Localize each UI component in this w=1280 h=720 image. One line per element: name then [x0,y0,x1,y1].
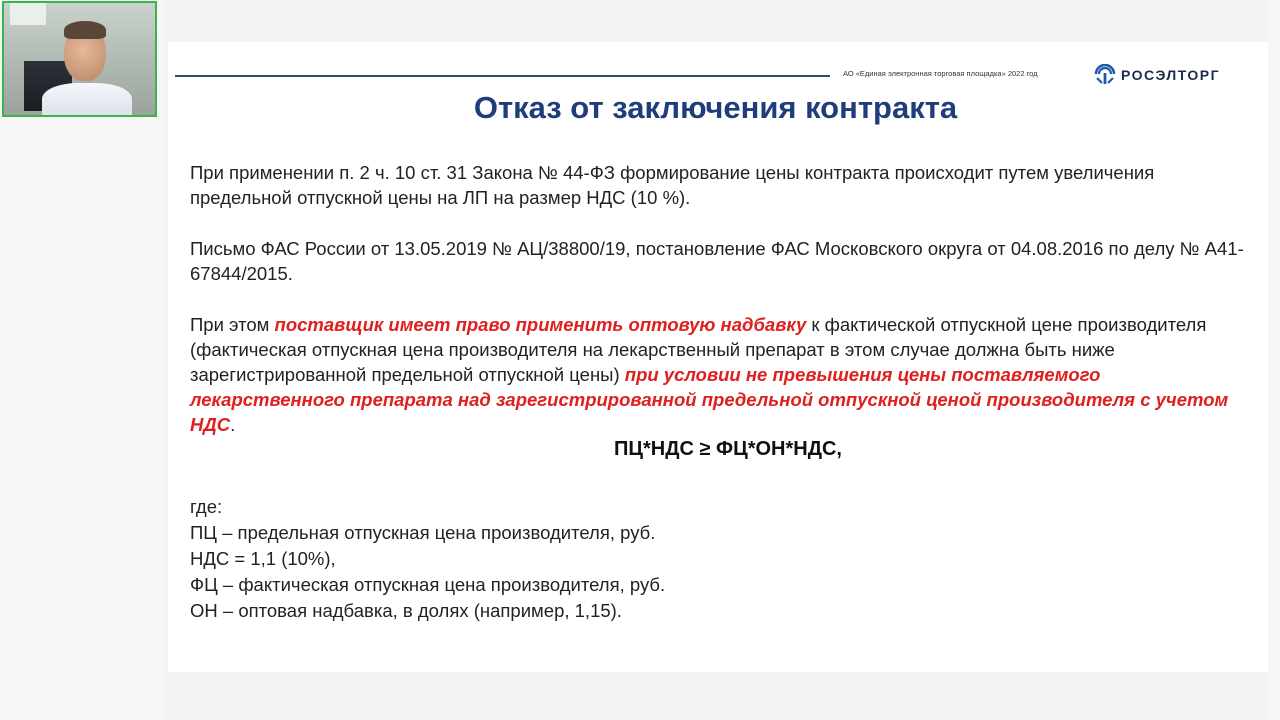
paragraph-text: к фактической отпускной цене производителя (фактическая отпускная цена производителя на лекарственный препарат в этом случае должна быть ниже зарегистрированной предельной отпускной цены) [190,314,1207,385]
presentation-slide [168,42,1268,672]
paragraph-fas-letter: Письмо ФАС России от 13.05.2019 № АЦ/38800/19, постановление ФАС Московского округа от 04.08.2016 по делу № А41-67844/2015. [190,238,1244,284]
organization-line: АО «Единая электронная торговая площадка» 2022 год [843,69,1038,78]
webcam-person-body [42,83,132,117]
webcam-person-hair [64,21,106,39]
webcam-video-tile[interactable] [2,1,157,117]
price-formula: ПЦ*НДС ≥ ФЦ*ОН*НДС, [614,438,842,460]
webcam-background-window [10,3,46,25]
highlight-supplier-right: поставщик имеет право применить оптовую надбавку [274,314,807,335]
definition-item: НДС = 1,1 (10%), [190,548,336,569]
slide-title: Отказ от заключения контракта [473,90,958,125]
definitions-list [190,494,890,624]
roseltorg-logo [1094,64,1220,86]
paragraph-text: . [230,414,236,435]
paragraph-wholesale-markup [190,312,1260,437]
definition-item: где: [190,496,223,517]
header-rule [175,75,830,77]
paragraph-law: При применении п. 2 ч. 10 ст. 31 Закона № 44-ФЗ формирование цены контракта происходит путем увеличения предельной отпускной цены на ЛП на размер НДС (10 %). [190,162,1155,208]
highlight-price-condition: при условии не превышения цены поставляемого лекарственного препарата над зарегистрированной предельной отпускной ценой производителя с учетом НДС [190,364,1229,435]
paragraph-text: При этом [190,314,275,335]
definition-item: ФЦ – фактическая отпускная цена производителя, руб. [190,574,666,595]
right-margin [1268,0,1280,720]
roseltorg-logo-icon [1094,64,1116,86]
definition-item: ПЦ – предельная отпускная цена производителя, руб. [190,522,656,543]
definition-item: ОН – оптовая надбавка, в долях (например, 1,15). [190,600,622,621]
logo-text: РОСЭЛТОРГ [1121,67,1221,83]
